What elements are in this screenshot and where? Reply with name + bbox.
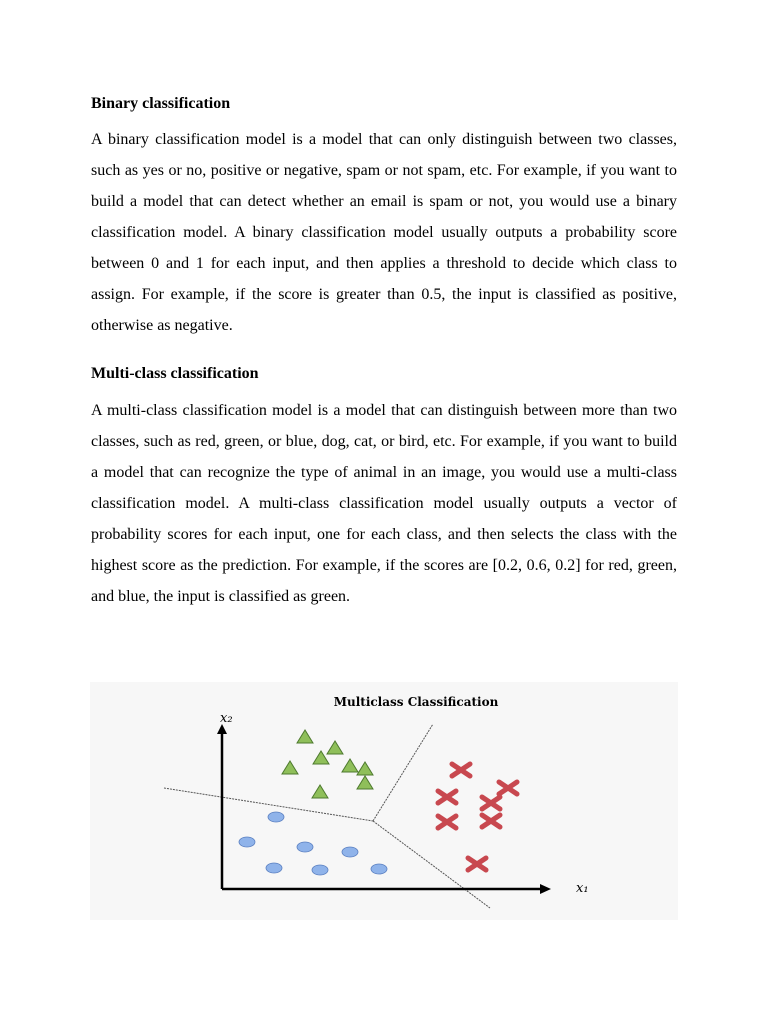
triangle-marker-3 [313,751,329,764]
section-heading-binary: Binary classification [91,95,231,112]
ellipse-marker-6 [371,864,387,874]
x-marker-1 [499,782,517,794]
ellipse-marker-2 [297,842,313,852]
paragraph-multiclass: A multi-class classification model is a model that can distinguish between more than two classes, such as red, green, or blue, dog, cat, or bird, etc. For example, if you want to build a model that can recognize the type of animal in an image, you would use a multi-class classification model. A multi-class classification model usually outputs a vector of probability scores for each input, one for each class, and then selects the class with the highest score as the prediction. For example, if the scores are [0.2, 0.6, 0.2] for red, green, and blue, the input is classified as green. [91,402,677,605]
x-marker-5 [482,815,500,827]
y-axis-label: x₂ [220,711,233,726]
paragraph-binary: A binary classification model is a model that can only distinguish between two classes, such as yes or no, positive or negative, spam or not spam, etc. For example, if you want to build a model that can detect whether an email is spam or not, you would use a binary classification model. A binary classification model usually outputs a probability score between 0 and 1 for each input, and then applies a threshold to decide which class to assign. For example, if the score is greater than 0.5, the input is classified as positive, otherwise as negative. [91,131,677,334]
triangle-marker-7 [357,776,373,789]
triangle-marker-4 [342,759,358,772]
x-axis-label: x₁ [576,881,589,896]
x-axis-arrow [540,884,551,894]
x-marker-0 [452,764,470,776]
x-marker-2 [438,791,456,803]
boundary-upper-right [373,724,433,821]
figure-title: Multiclass Classification [333,695,499,709]
triangle-marker-2 [282,761,298,774]
ellipse-marker-5 [342,847,358,857]
x-marker-6 [468,858,486,870]
ellipse-marker-1 [239,837,255,847]
ellipse-marker-3 [266,863,282,873]
multiclass-diagram [90,682,678,920]
triangle-marker-1 [327,741,343,754]
triangle-marker-0 [297,730,313,743]
multiclass-figure [90,682,678,920]
ellipse-marker-0 [268,812,284,822]
triangle-marker-5 [357,762,373,775]
section-heading-multiclass: Multi-class classification [91,365,259,382]
data-markers [239,730,517,875]
x-marker-4 [438,816,456,828]
triangle-marker-6 [312,785,328,798]
ellipse-marker-4 [312,865,328,875]
x-marker-3 [482,797,500,809]
